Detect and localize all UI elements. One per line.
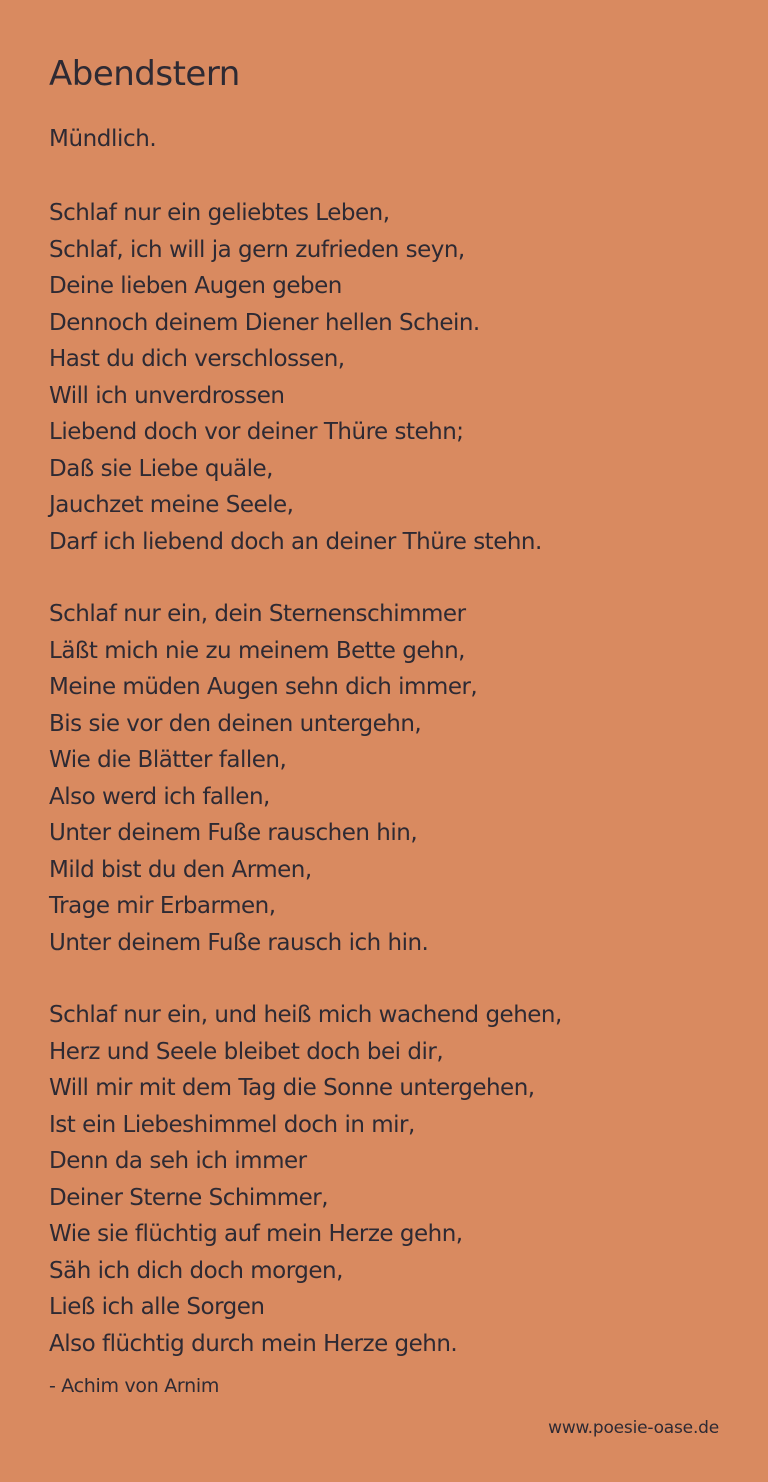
poem-author: - Achim von Arnim [49,1375,220,1397]
poem-line: Darf ich liebend doch an deiner Thüre stehn. [49,528,542,555]
poem-line: Meine müden Augen sehn dich immer, [49,674,478,700]
poem-line: Schlaf nur ein geliebtes Leben, [49,200,390,226]
poem-line: Unter deinem Fuße rauschen hin, [49,820,418,846]
poem-line: Deine lieben Augen geben [49,273,342,299]
poem-line: Will mir mit dem Tag die Sonne untergehen, [49,1075,535,1101]
poem-line: Liebend doch vor deiner Thüre stehn; [49,419,464,445]
poem-line: Schlaf nur ein, und heiß mich wachend gehen, [49,1002,562,1028]
poem-line: Mild bist du den Armen, [49,856,312,883]
poem-line: Also werd ich fallen, [49,783,270,810]
poem-line: Läßt mich nie zu meinem Bette gehn, [49,637,465,664]
poem-line: Deiner Sterne Schimmer, [49,1184,329,1211]
poem-line: Herz und Seele bleibet doch bei dir, [49,1038,444,1065]
poem-line: Unter deinem Fuße rausch ich hin. [49,929,429,956]
poem-line: Hast du dich verschlossen, [49,346,345,372]
stanza-1 [49,195,542,560]
poem-line: Daß sie Liebe quäle, [49,455,273,482]
poem-line: Bis sie vor den deinen untergehn, [49,710,422,737]
poem-line: Wie die Blätter fallen, [49,747,287,773]
poem-line: Dennoch deinem Diener hellen Schein. [49,309,480,336]
poem-line: Will ich unverdrossen [49,382,285,409]
poem-line: Schlaf nur ein, dein Sternenschimmer [49,601,466,627]
poem-line: Säh ich dich doch morgen, [49,1257,343,1284]
stanza-3 [49,997,562,1362]
poem-line: Jauchzet meine Seele, [49,492,294,518]
poem-subtitle: Mündlich. [49,126,157,152]
poem-line: Schlaf, ich will ja gern zufrieden seyn, [49,236,465,263]
poem-line: Also flüchtig durch mein Herze gehn. [49,1330,458,1357]
poem-line: Ließ ich alle Sorgen [49,1294,265,1320]
poem-line: Trage mir Erbarmen, [49,893,276,919]
website-url: www.poesie-oase.de [548,1418,719,1438]
stanza-2 [49,596,477,961]
poem-line: Denn da seh ich immer [49,1148,307,1174]
poem-line: Wie sie flüchtig auf mein Herze gehn, [49,1221,463,1247]
poem-line: Ist ein Liebeshimmel doch in mir, [49,1111,415,1138]
poem-title: Abendstern [49,54,240,94]
